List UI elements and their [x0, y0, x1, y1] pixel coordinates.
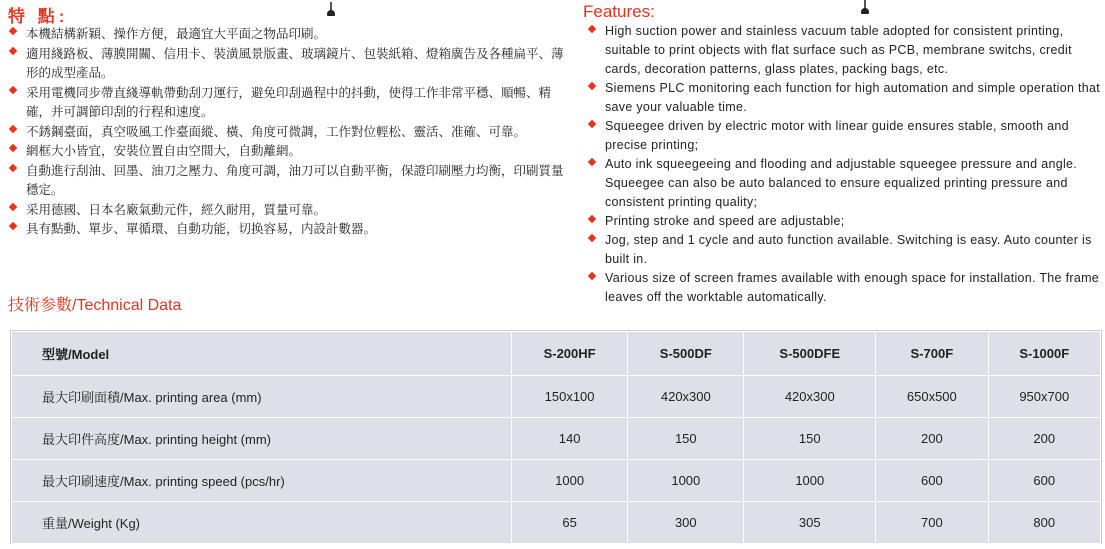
feature-item: 網框大小皆宜，安裝位置自由空間大，自動離網。 [4, 141, 564, 161]
spec-table [11, 331, 1101, 544]
row-label-cell: 最大印刷面積/Max. printing area (mm) [12, 376, 512, 418]
value-cell: 950x700 [988, 376, 1100, 418]
spec-table-container [10, 330, 1102, 544]
value-cell: 600 [988, 460, 1100, 502]
english-features-heading: Features: [583, 2, 655, 21]
model-name-cell: S-700F [876, 332, 988, 376]
english-features-list [583, 22, 1103, 307]
value-cell: 150x100 [511, 376, 627, 418]
value-cell: 420x300 [628, 376, 744, 418]
red-diamond-bullet-icon [588, 272, 596, 280]
dropper-icon [861, 0, 869, 14]
red-diamond-bullet-icon [9, 144, 17, 152]
red-diamond-bullet-icon [9, 222, 17, 230]
red-diamond-bullet-icon [9, 85, 17, 93]
technical-data-heading: 技術参數/Technical Data [8, 297, 182, 314]
value-cell: 65 [511, 502, 627, 544]
value-cell: 1000 [628, 460, 744, 502]
value-cell: 150 [628, 418, 744, 460]
feature-item: Auto ink squeegeeing and flooding and adjustable squeegee pressure and angle. Squeegee can also be auto balanced to ensure equalized printing pressure and consistent printing quality; [583, 155, 1103, 212]
feature-item: High suction power and stainless vacuum table adopted for consistent printing, suitable to print objects with flat surface such as PCB, membrane switchs, credit cards, decoration patterns, glass plates, packing bags, etc. [583, 22, 1103, 79]
table-row [12, 376, 1101, 418]
chinese-features-heading: 特 點: [8, 7, 69, 26]
value-cell: 300 [628, 502, 744, 544]
value-cell: 150 [744, 418, 876, 460]
red-diamond-bullet-icon [9, 163, 17, 171]
table-header-row [12, 332, 1101, 376]
value-cell: 800 [988, 502, 1100, 544]
value-cell: 200 [876, 418, 988, 460]
table-row [12, 460, 1101, 502]
value-cell: 200 [988, 418, 1100, 460]
chinese-features-list [4, 24, 564, 239]
value-cell: 420x300 [744, 376, 876, 418]
red-diamond-bullet-icon [588, 25, 596, 33]
feature-item: 采用德國、日本名廠氣動元件，經久耐用，質量可靠。 [4, 200, 564, 220]
value-cell: 1000 [744, 460, 876, 502]
model-name-cell: S-500DF [628, 332, 744, 376]
red-diamond-bullet-icon [9, 46, 17, 54]
red-diamond-bullet-icon [9, 124, 17, 132]
red-diamond-bullet-icon [588, 158, 596, 166]
model-name-cell: S-500DFE [744, 332, 876, 376]
red-diamond-bullet-icon [588, 215, 596, 223]
feature-item: 具有點動、單步、單循環、自動功能，切换容易，内設計數器。 [4, 219, 564, 239]
feature-item: 不銹鋼臺面，真空吸風工作臺面縱、橫、角度可微調，工作對位輕松、靈活、准確、可靠。 [4, 122, 564, 142]
feature-item: 適用綫路板、薄膜開關、信用卡、裝潢風景版畫、玻璃鏡片、包裝紙箱、燈箱廣告及各種扁平、薄形的成型產品。 [4, 44, 564, 83]
feature-item: Squeegee driven by electric motor with linear guide ensures stable, smooth and precise printing; [583, 117, 1103, 155]
value-cell: 140 [511, 418, 627, 460]
model-name-cell: S-1000F [988, 332, 1100, 376]
model-name-cell: S-200HF [511, 332, 627, 376]
red-diamond-bullet-icon [588, 120, 596, 128]
dropper-icon [327, 2, 335, 16]
model-header-cell: 型號/Model [12, 332, 512, 376]
value-cell: 650x500 [876, 376, 988, 418]
row-label-cell: 重量/Weight (Kg) [12, 502, 512, 544]
feature-item: 本機結構新穎、操作方便，最適宜大平面之物品印刷。 [4, 24, 564, 44]
table-row [12, 502, 1101, 544]
feature-item: 自動進行刮油、回墨、油刀之壓力、角度可調，油刀可以自動平衡，保證印刷壓力均衡，印刷質量穩定。 [4, 161, 564, 200]
feature-item: Siemens PLC monitoring each function for high automation and simple operation that save your valuable time. [583, 79, 1103, 117]
feature-item: Printing stroke and speed are adjustable; [583, 212, 1103, 231]
value-cell: 600 [876, 460, 988, 502]
row-label-cell: 最大印刷速度/Max. printing speed (pcs/hr) [12, 460, 512, 502]
row-label-cell: 最大印件高度/Max. printing height (mm) [12, 418, 512, 460]
value-cell: 700 [876, 502, 988, 544]
red-diamond-bullet-icon [9, 27, 17, 35]
value-cell: 1000 [511, 460, 627, 502]
red-diamond-bullet-icon [588, 82, 596, 90]
table-row [12, 418, 1101, 460]
red-diamond-bullet-icon [588, 234, 596, 242]
red-diamond-bullet-icon [9, 202, 17, 210]
feature-item: Jog, step and 1 cycle and auto function available. Switching is easy. Auto counter is built in. [583, 231, 1103, 269]
feature-item: 采用電機同步帶直綫導軌帶動刮刀運行，避免印刮過程中的抖動，使得工作非常平穩、順暢、精確，并可調節印刮的行程和速度。 [4, 83, 564, 122]
value-cell: 305 [744, 502, 876, 544]
feature-item: Various size of screen frames available with enough space for installation. The frame leaves off the worktable automatically. [583, 269, 1103, 307]
